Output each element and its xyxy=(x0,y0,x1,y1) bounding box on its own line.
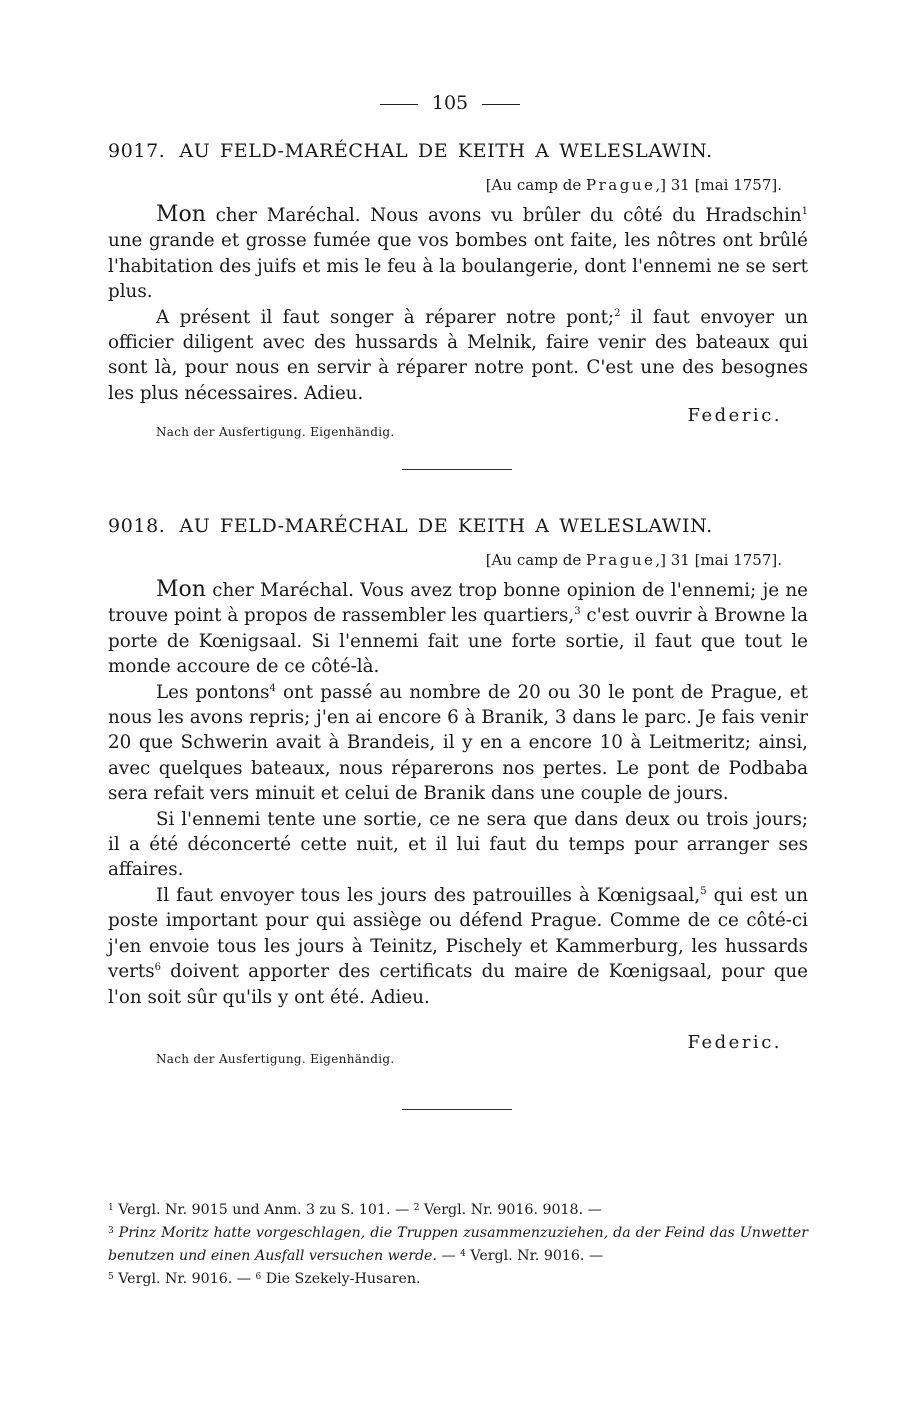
footnote-text: Vergl. Nr. 9016. 9018. — xyxy=(419,1202,602,1218)
dateline xyxy=(108,551,808,569)
signature: Federic. xyxy=(687,405,782,426)
dateline-date: ,] 31 [mai 1757]. xyxy=(655,551,782,569)
letter-title: AU FELD-MARÉCHAL DE KEITH A WELESLAWIN. xyxy=(179,140,713,162)
source-note: Nach der Ausfertigung. Eigenhändig. xyxy=(156,1052,395,1066)
letter-body xyxy=(108,577,808,1010)
dateline-prefix: [Au camp de xyxy=(485,551,587,569)
source-note: Nach der Ausfertigung. Eigenhändig. xyxy=(156,425,395,439)
footnote-marker: 3 xyxy=(108,1226,114,1236)
dateline-date: ,] 31 [mai 1757]. xyxy=(655,176,782,194)
footnote-ref: 3 xyxy=(574,606,581,618)
signature: Federic. xyxy=(687,1032,782,1053)
initial-word: Mon xyxy=(156,202,206,227)
paragraph-text: cher Maréchal. Nous avons vu brûler du côté du Hradschin xyxy=(205,205,802,226)
paragraph-text: doivent apporter des certificats du maire de Kœnigsaal, pour que l'on soit sûr qu'ils y ont été. Adieu. xyxy=(108,961,808,1008)
paragraph xyxy=(108,202,808,305)
footnote-marker: 4 xyxy=(460,1249,466,1259)
section-divider xyxy=(402,469,512,470)
footnote-ref: 1 xyxy=(801,206,808,217)
dateline xyxy=(108,176,808,194)
page-number-header xyxy=(0,92,900,114)
dateline-prefix: [Au camp de xyxy=(485,176,587,194)
header-rule-right xyxy=(482,104,520,105)
paragraph-text: ont passé au nombre de 20 ou 30 le pont de Prague, et nous les avons repris; j'en ai encore 6 à Branik, 3 dans le parc. Je fais venir 20 que Schwerin avait à Brandeis, il y en a encore 10 à Leitmeritz; ainsi, avec quelques bateaux, nous réparerons nos pertes. Le pont de Podbaba sera refait vers minuit et celui de Branik dans une couple de jours. xyxy=(108,681,808,805)
paragraph-text: c'est ouvrir à Browne la porte de Kœnigsaal. Si l'ennemi fait une forte sortie, il faut que tout le monde accoure de ce côté-là. xyxy=(108,605,808,678)
letter-number: 9018. xyxy=(108,515,166,537)
paragraph-text: il faut envoyer un officier diligent avec des hussards à Melnik, faire venir des bateaux qui sont là, pour nous en servir à réparer notre pont. C'est une des besognes les plus nécessaires. Adieu. xyxy=(108,306,808,404)
letter-heading xyxy=(108,140,808,162)
footnote-text: Prinz Moritz hatte vorgeschlagen, die Truppen zusammenzuziehen, da der Feind das Unwetter benutzen und einen Ausfall versuchen werde. — xyxy=(108,1225,808,1264)
paragraph-text: Il faut envoyer tous les jours des patrouilles à Kœnigsaal, xyxy=(156,884,701,906)
footnote-ref: 4 xyxy=(269,682,276,694)
footnote-block xyxy=(108,1199,808,1291)
dateline-place: Prague xyxy=(586,176,656,194)
footnotes xyxy=(108,1199,808,1291)
footnote-marker: 2 xyxy=(413,1203,420,1213)
footnote-ref: 5 xyxy=(700,885,707,897)
footnote-ref: 6 xyxy=(154,962,161,974)
footnote-text: Vergl. Nr. 9015 und Anm. 3 zu S. 101. — xyxy=(113,1202,414,1218)
paragraph xyxy=(108,305,808,407)
initial-word: Mon xyxy=(156,577,206,602)
letter-title: AU FELD-MARÉCHAL DE KEITH A WELESLAWIN. xyxy=(179,515,713,537)
paragraph xyxy=(108,807,808,883)
paragraph-text: A présent il faut songer à réparer notre pont; xyxy=(156,306,615,328)
header-rule-left xyxy=(380,104,418,105)
paragraph-text: Si l'ennemi tente une sortie, ce ne sera que dans deux ou trois jours; il a été déconcerté cette nuit, et il lui faut du temps pour arranger ses affaires. xyxy=(108,808,808,881)
letter-heading xyxy=(108,515,808,537)
paragraph xyxy=(108,680,808,807)
footnote-ref: 2 xyxy=(614,307,621,319)
paragraph xyxy=(108,577,808,680)
footnote-marker: 6 xyxy=(255,1272,262,1282)
footnote-text: Vergl. Nr. 9016. — xyxy=(113,1271,256,1287)
letter-9017 xyxy=(108,140,808,439)
dateline-place: Prague xyxy=(586,551,656,569)
letter-number: 9017. xyxy=(108,140,166,162)
footnote-marker: 5 xyxy=(108,1272,114,1282)
letter-9018 xyxy=(108,515,808,1066)
footnote-text: Die Szekely-Husaren. xyxy=(261,1271,421,1287)
paragraph-text: qui est un poste important pour qui assiège ou défend Prague. Comme de ce côté-ci j'en envoie tous les jours à Teinitz, Pischely et Kammerburg, les hussards verts xyxy=(108,884,808,983)
page-number: 105 xyxy=(431,92,469,114)
paragraph-text: cher Maréchal. Vous avez trop bonne opinion de l'ennemi; je ne trouve point à propos de rassembler les quartiers, xyxy=(108,580,808,627)
paragraph-text: Les pontons xyxy=(156,681,270,703)
footnote-marker: 1 xyxy=(108,1203,114,1213)
letter-body xyxy=(108,202,808,406)
section-divider xyxy=(402,1109,512,1110)
footnote-text: Vergl. Nr. 9016. — xyxy=(465,1248,604,1264)
paragraph-text: une grande et grosse fumée que vos bombes ont faite, les nôtres ont brûlé l'habitation des juifs et mis le feu à la boulangerie, dont l'ennemi ne se sert plus. xyxy=(108,230,808,303)
paragraph xyxy=(108,883,808,1010)
